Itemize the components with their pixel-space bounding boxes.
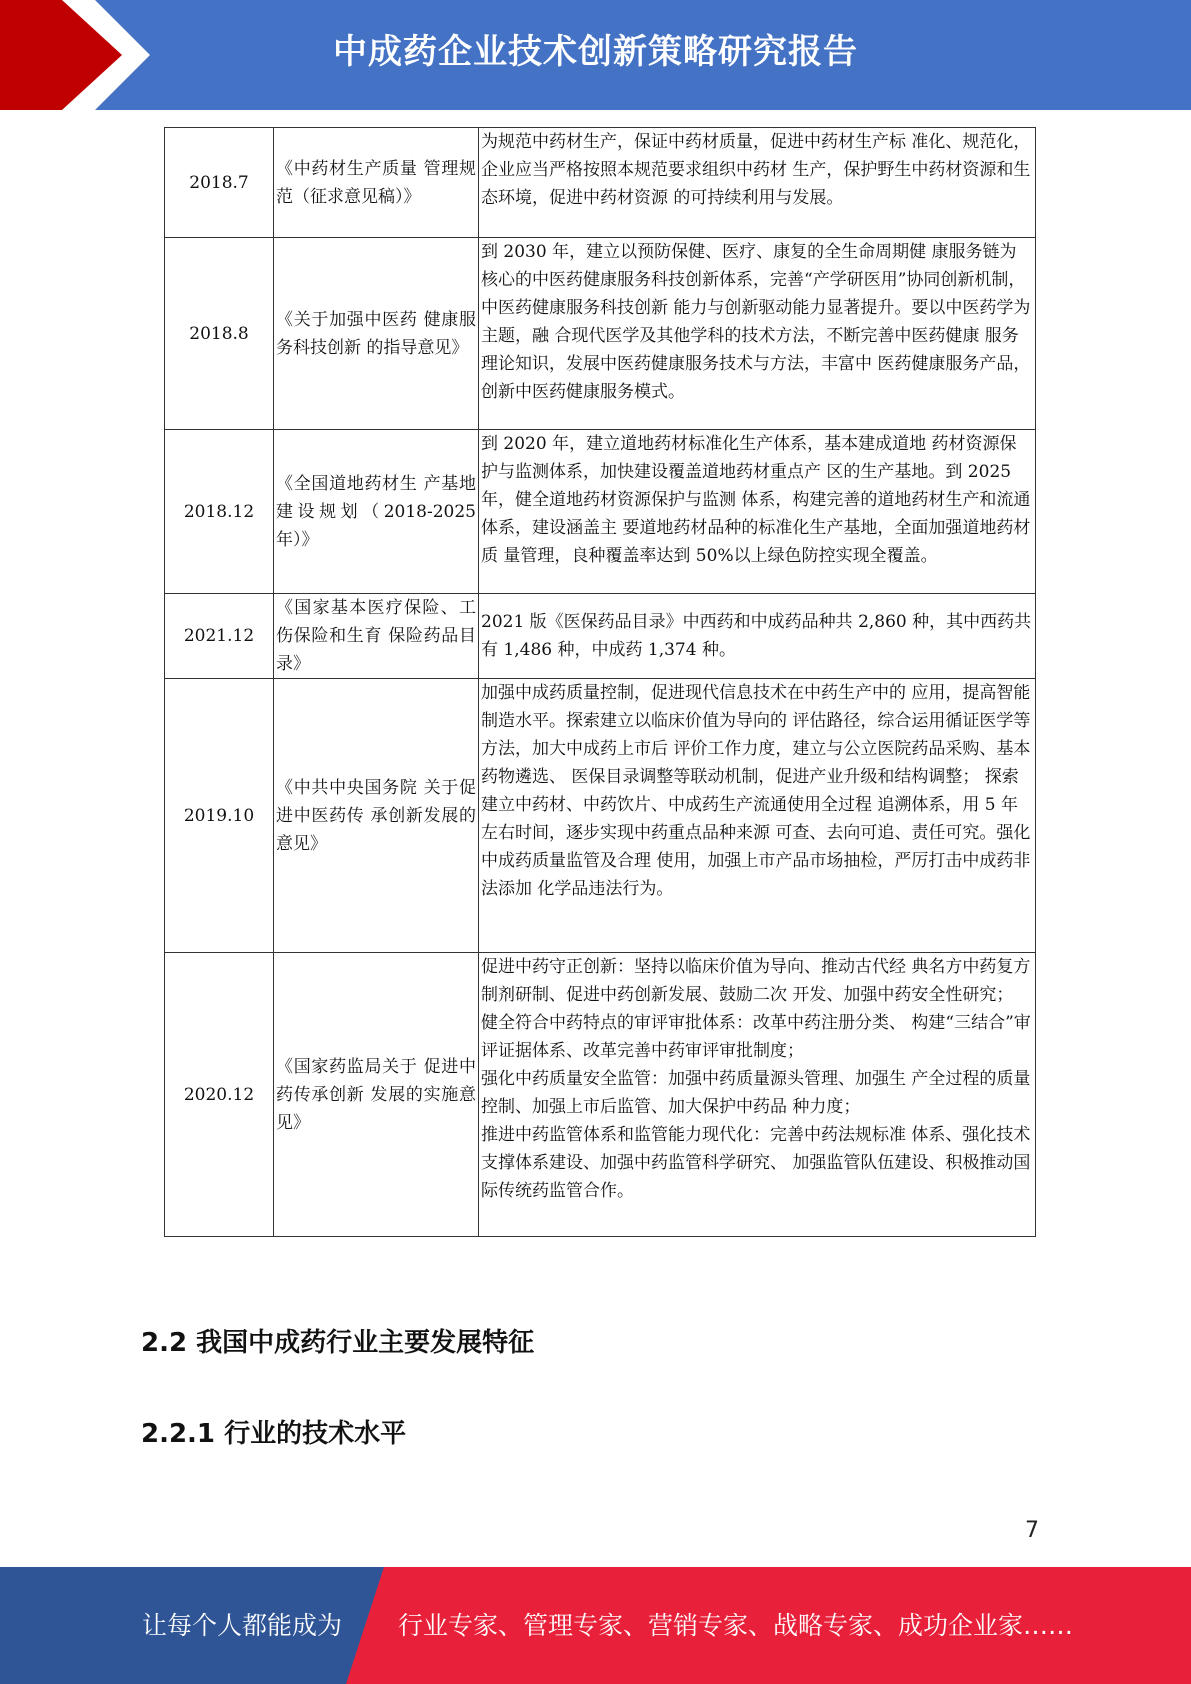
footer-slogan-lead: 让每个人都能成为	[142, 1611, 343, 1640]
policy-name-cell: 《中共中央国务院 关于促进中医药传 承创新发展的意见》	[274, 679, 479, 953]
policy-name-cell: 《国家基本医疗保险、工伤保险和生育 保险药品目录》	[274, 594, 479, 679]
page-header	[0, 0, 1191, 110]
policy-name-cell: 《中药材生产质量 管理规范（征求意见稿）》	[274, 128, 479, 238]
footer-slogan-roles: 行业专家、管理专家、营销专家、战略专家、成功企业家……	[398, 1611, 1074, 1640]
table-row	[165, 679, 1036, 953]
table-row	[165, 128, 1036, 238]
document-title: 中成药企业技术创新策略研究报告	[333, 32, 858, 72]
content-cell	[479, 128, 1036, 238]
content-cell	[479, 594, 1036, 679]
subsection-heading: 2.2.1 行业的技术水平	[141, 1419, 407, 1449]
date-cell: 2020.12	[165, 953, 274, 1237]
section-heading: 2.2 我国中成药行业主要发展特征	[141, 1328, 535, 1358]
policy-name-cell: 《关于加强中医药 健康服务科技创新 的指导意见》	[274, 238, 479, 430]
content-paragraph: 推进中药监管体系和监管能力现代化：完善中药法规标准 体系、强化技术支撑体系建设、加强中药监管科学研究、 加强监管队伍建设、积极推动国际传统药监管合作。	[481, 1125, 1031, 1201]
content-paragraph: 到 2030 年，建立以预防保健、医疗、康复的全生命周期健 康服务链为核心的中医药健康服务科技创新体系，完善“产学研医用”协同创新机制，中医药健康服务科技创新 能力与创新驱动能力显著提升。要以中医药学为主题，融 合现代医学及其他学科的技术方法，不断完善中医药健康 服务理论知识，发展中医药健康服务技术与方法，丰富中 医药健康服务产品，创新中医药健康服务模式。	[481, 242, 1031, 402]
policy-name-cell: 《国家药监局关于 促进中药传承创新 发展的实施意见》	[274, 953, 479, 1237]
content-paragraph: 促进中药守正创新：坚持以临床价值为导向、推动古代经 典名方中药复方制剂研制、促进中药创新发展、鼓励二次 开发、加强中药安全性研究；	[481, 957, 1031, 1005]
date-cell: 2018.8	[165, 238, 274, 430]
date-cell: 2021.12	[165, 594, 274, 679]
table-row	[165, 430, 1036, 594]
content-cell	[479, 430, 1036, 594]
content-cell	[479, 679, 1036, 953]
policy-table	[164, 127, 1036, 1237]
table-row	[165, 238, 1036, 430]
content-paragraph: 到 2020 年，建立道地药材标准化生产体系，基本建成道地 药材资源保护与监测体系，加快建设覆盖道地药材重点产 区的生产基地。到 2025 年，健全道地药材资源保护与监测 体系，构建完善的道地药材生产和流通体系，建设涵盖主 要道地药材品种的标准化生产基地，全面加强道地药材质 量管理，良种覆盖率达到 50%以上绿色防控实现全覆盖。	[481, 434, 1031, 566]
content-paragraph: 强化中药质量安全监管：加强中药质量源头管理、加强生 产全过程的质量控制、加强上市后监管、加大保护中药品 种力度；	[481, 1069, 1031, 1117]
page-number: 7	[1025, 1518, 1039, 1543]
content-paragraph: 健全符合中药特点的审评审批体系：改革中药注册分类、 构建“三结合”审评证据体系、改革完善中药审评审批制度；	[481, 1013, 1031, 1061]
page-footer	[0, 1567, 1191, 1684]
date-cell: 2018.7	[165, 128, 274, 238]
content-cell	[479, 953, 1036, 1237]
content-paragraph: 2021 版《医保药品目录》中西药和中成药品种共 2,860 种，其中西药共有 1,486 种，中成药 1,374 种。	[481, 612, 1032, 660]
table-row	[165, 953, 1036, 1237]
date-cell: 2019.10	[165, 679, 274, 953]
content-paragraph: 为规范中药材生产，保证中药材质量，促进中药材生产标 准化、规范化，企业应当严格按照本规范要求组织中药材 生产，保护野生中药材资源和生态环境，促进中药材资源 的可持续利用与发展。	[481, 132, 1031, 208]
content-cell	[479, 238, 1036, 430]
date-cell: 2018.12	[165, 430, 274, 594]
policy-name-cell: 《全国道地药材生 产基地建设规划（2018-2025 年）》	[274, 430, 479, 594]
table-row	[165, 594, 1036, 679]
content-paragraph: 加强中成药质量控制，促进现代信息技术在中药生产中的 应用，提高智能制造水平。探索建立以临床价值为导向的 评估路径，综合运用循证医学等方法，加大中成药上市后 评价工作力度，建立与公立医院药品采购、基本药物遴选、 医保目录调整等联动机制，促进产业升级和结构调整； 探索建立中药材、中药饮片、中成药生产流通使用全过程 追溯体系，用 5 年左右时间，逐步实现中药重点品种来源 可查、去向可追、责任可究。强化中成药质量监管及合理 使用，加强上市产品市场抽检，严厉打击中成药非法添加 化学品违法行为。	[481, 683, 1031, 899]
